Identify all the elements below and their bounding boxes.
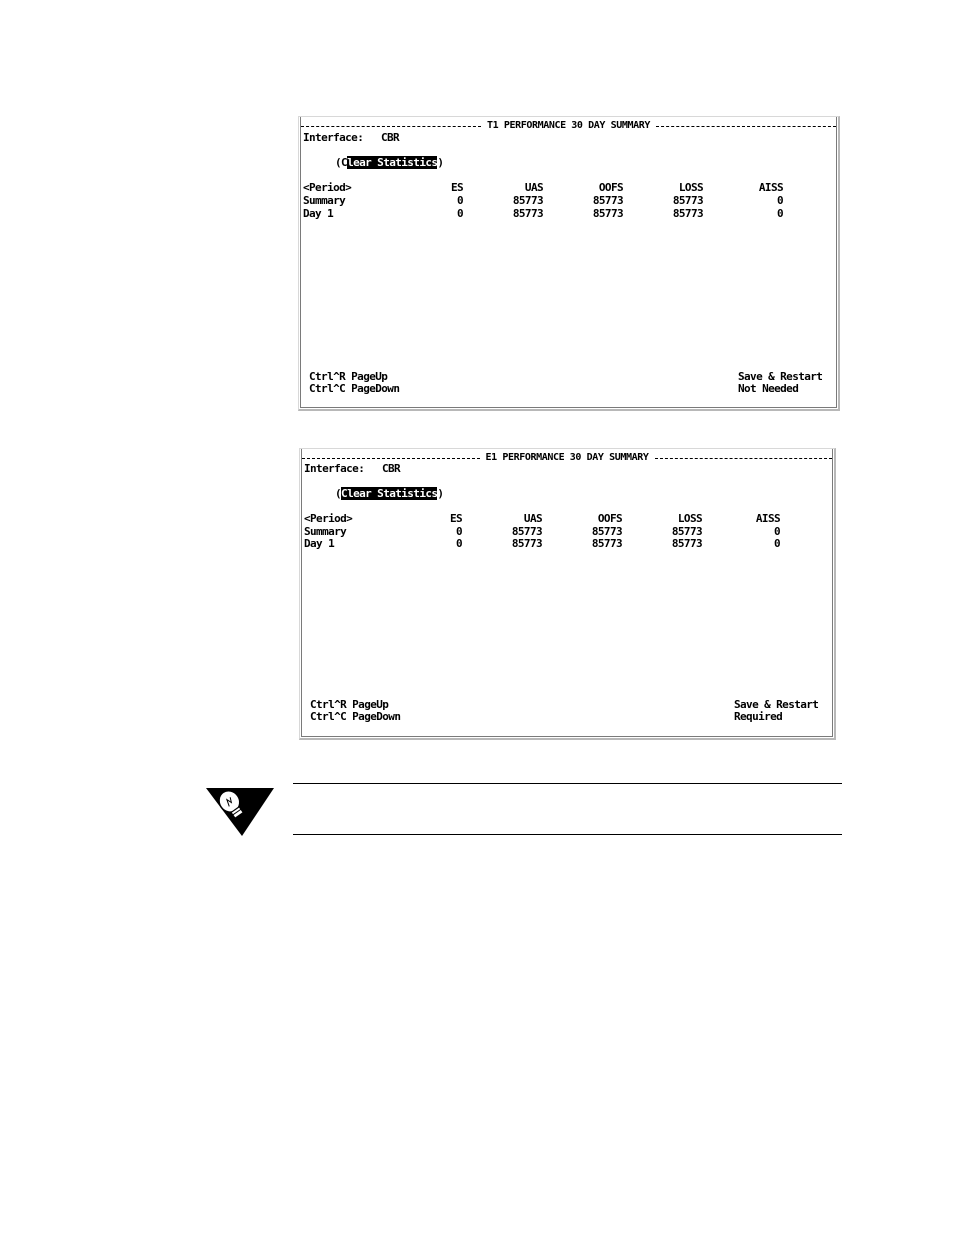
t1-performance-screen [298,116,840,411]
es-cell: 0 [455,537,462,550]
table-row [302,538,832,550]
uas-cell: 85773 [512,194,543,207]
interface-label: Interface: [304,462,365,475]
es-cell: 0 [455,525,462,538]
column-header-aiss: AISS [755,512,780,525]
table-header [302,513,832,525]
clear-statistics-close: ) [437,156,444,169]
clear-statistics-open: ( [335,156,342,169]
loss-cell: 85773 [672,207,703,220]
clear-statistics-open: ( [335,487,342,500]
clear-statistics-label: lear Statistics [347,487,438,500]
column-header-uas: UAS [523,512,542,525]
oofs-cell: 85773 [592,194,623,207]
clear-statistics-button[interactable] [335,156,443,169]
aiss-cell: 0 [773,525,780,538]
column-header-period: <Period> [303,181,352,194]
uas-cell: 85773 [511,537,542,550]
column-header-uas: UAS [524,181,543,194]
table-row [301,208,836,220]
screen-title: E1 PERFORMANCE 30 DAY SUMMARY [485,452,649,463]
aiss-cell: 0 [773,537,780,550]
clear-statistics-button[interactable] [335,487,443,500]
column-header-es: ES [449,512,462,525]
interface-value: CBR [382,462,401,475]
save-restart-label: Save & Restart [738,370,823,383]
screen-title: T1 PERFORMANCE 30 DAY SUMMARY [487,120,650,131]
interface-label: Interface: [303,131,364,144]
tip-rule-bottom [293,834,842,835]
column-header-loss: LOSS [678,181,703,194]
e1-performance-screen [299,448,836,740]
lightbulb-icon [204,786,276,838]
tip-rule-top [293,783,842,784]
interface-value: CBR [381,131,400,144]
interface-line [302,463,832,475]
column-header-es: ES [450,181,463,194]
pageup-hint: Ctrl^R PageUp [309,370,388,383]
column-header-aiss: AISS [758,181,783,194]
loss-cell: 85773 [671,525,702,538]
es-cell: 0 [456,194,463,207]
clear-statistics-hotkey: C [341,156,348,169]
oofs-cell: 85773 [591,525,622,538]
clear-statistics-label: lear Statistics [347,156,438,169]
aiss-cell: 0 [776,207,783,220]
period-cell: Summary [304,525,347,538]
save-restart-status: Required [734,710,783,723]
column-header-period: <Period> [304,512,353,525]
title-rule-left [301,126,481,127]
footer-line-2 [301,383,836,395]
title-rule-right [656,126,836,127]
oofs-cell: 85773 [592,207,623,220]
table-row [301,195,836,207]
interface-line [301,132,836,144]
pageup-hint: Ctrl^R PageUp [310,698,389,711]
table-header [301,182,836,194]
pagedown-hint: Ctrl^C PageDown [310,710,401,723]
column-header-oofs: OOFS [597,512,622,525]
period-cell: Day 1 [303,207,334,220]
save-restart-label: Save & Restart [734,698,819,711]
pagedown-hint: Ctrl^C PageDown [309,382,400,395]
loss-cell: 85773 [671,537,702,550]
column-header-loss: LOSS [677,512,702,525]
title-rule-left [302,458,480,459]
period-cell: Summary [303,194,346,207]
clear-statistics-hotkey: C [341,487,348,500]
oofs-cell: 85773 [591,537,622,550]
period-cell: Day 1 [304,537,335,550]
footer-line-2 [302,711,832,723]
title-rule-right [655,458,833,459]
uas-cell: 85773 [511,525,542,538]
uas-cell: 85773 [512,207,543,220]
column-header-oofs: OOFS [598,181,623,194]
es-cell: 0 [456,207,463,220]
clear-statistics-close: ) [437,487,444,500]
table-row [302,526,832,538]
loss-cell: 85773 [672,194,703,207]
aiss-cell: 0 [776,194,783,207]
save-restart-status: Not Needed [738,382,799,395]
